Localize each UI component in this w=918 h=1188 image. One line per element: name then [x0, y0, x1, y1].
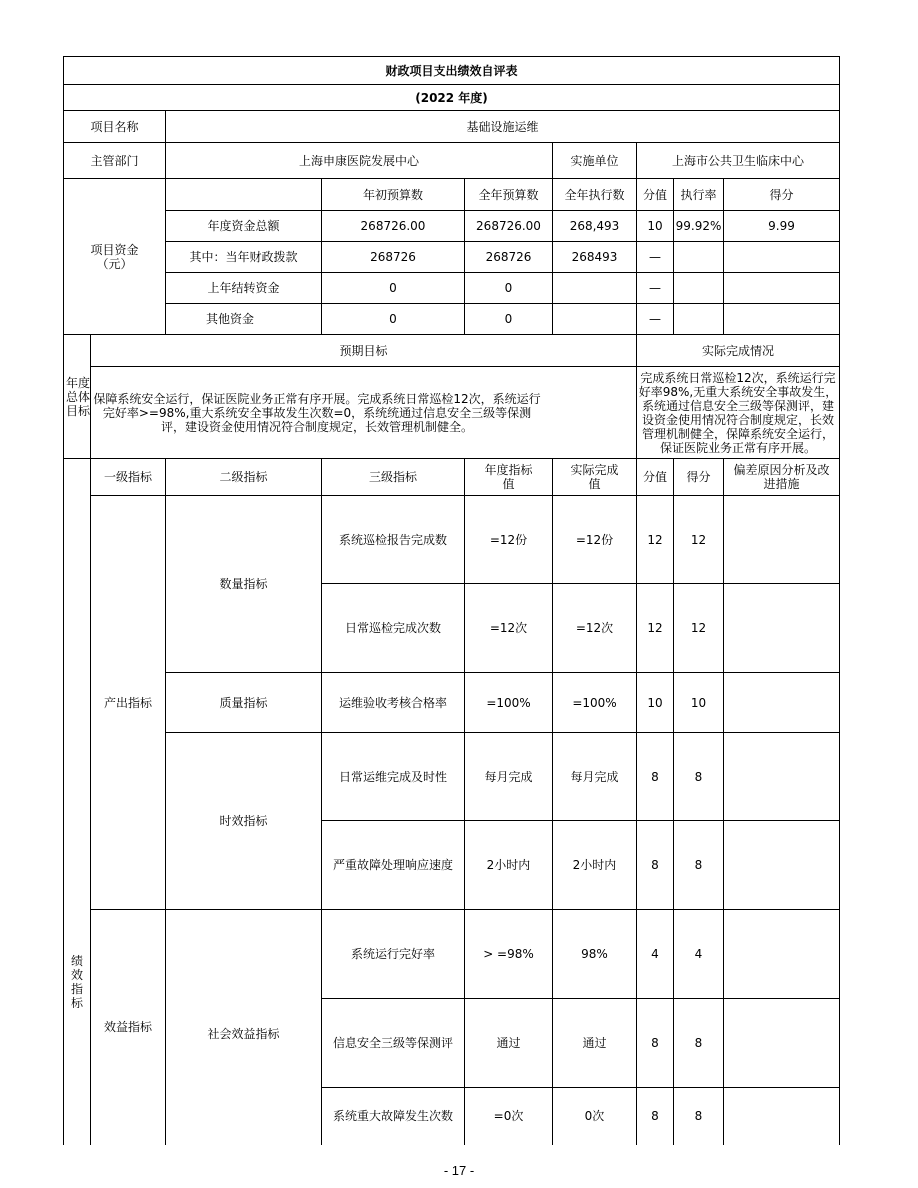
level2-timeliness: 时效指标	[166, 733, 322, 910]
funds-row-got	[724, 304, 840, 335]
ind-target: > =98%	[465, 910, 553, 999]
ind-header-target-text: 年度指标值	[484, 463, 533, 491]
performance-self-evaluation-table	[63, 56, 840, 1145]
dept-value: 上海申康医院发展中心	[166, 143, 553, 179]
ind-header-actual	[553, 459, 637, 496]
funds-header-empty	[166, 179, 322, 211]
funds-row-v1: 0	[322, 304, 465, 335]
ind-header-score: 分值	[637, 459, 674, 496]
ind-target: 通过	[465, 999, 553, 1088]
ind-header-target	[465, 459, 553, 496]
funds-header-got: 得分	[724, 179, 840, 211]
funds-row-score: —	[637, 273, 674, 304]
funds-row-rate: 99.92%	[674, 211, 724, 242]
ind-header-l3: 三级指标	[322, 459, 465, 496]
funds-header-score: 分值	[637, 179, 674, 211]
ind-score: 8	[637, 733, 674, 821]
performance-indicator-label	[64, 459, 91, 1145]
ind-l3: 信息安全三级等保测评	[322, 999, 465, 1088]
funds-label	[64, 179, 166, 335]
funds-row-name: 其他资金	[166, 304, 322, 335]
funds-row-v1: 0	[322, 273, 465, 304]
ind-actual: 0次	[553, 1088, 637, 1145]
ind-target: =12次	[465, 584, 553, 673]
funds-row-got: 9.99	[724, 211, 840, 242]
ind-score: 12	[637, 496, 674, 584]
funds-row-name: 年度资金总额	[166, 211, 322, 242]
ind-got: 8	[674, 821, 724, 910]
funds-row-v2: 0	[465, 304, 553, 335]
ind-got: 10	[674, 673, 724, 733]
expected-goal-header: 预期目标	[91, 335, 637, 367]
ind-l3: 系统巡检报告完成数	[322, 496, 465, 584]
funds-row-v3: 268,493	[553, 211, 637, 242]
ind-got: 12	[674, 584, 724, 673]
ind-l3: 系统运行完好率	[322, 910, 465, 999]
ind-note	[724, 910, 840, 999]
funds-row-score: —	[637, 242, 674, 273]
ind-actual: 通过	[553, 999, 637, 1088]
level2-social-benefit: 社会效益指标	[166, 910, 322, 1145]
level1-output: 产出指标	[91, 496, 166, 910]
ind-score: 10	[637, 673, 674, 733]
ind-got: 8	[674, 999, 724, 1088]
funds-row-rate	[674, 273, 724, 304]
funds-row-score: 10	[637, 211, 674, 242]
ind-note	[724, 733, 840, 821]
ind-header-l2: 二级指标	[166, 459, 322, 496]
funds-header-annual: 全年预算数	[465, 179, 553, 211]
expected-goal-text-body: 保障系统安全运行，保证医院业务正常有序开展。完成系统日常巡检12次，系统运行完好率>=98%,重大系统安全事故发生次数=0，系统统通过信息安全三级等保测评，建设资金使用情况符合制度规定，长效管理机制健全。	[93, 391, 541, 434]
page-number: - 17 -	[443, 1163, 475, 1178]
ind-note	[724, 999, 840, 1088]
ind-l3: 日常运维完成及时性	[322, 733, 465, 821]
ind-actual: 98%	[553, 910, 637, 999]
ind-actual: 每月完成	[553, 733, 637, 821]
impl-unit-value: 上海市公共卫生临床中心	[637, 143, 840, 179]
funds-row-v2: 268726.00	[465, 211, 553, 242]
ind-target: =0次	[465, 1088, 553, 1145]
ind-actual: 2小时内	[553, 821, 637, 910]
ind-actual: =12份	[553, 496, 637, 584]
funds-header-executed: 全年执行数	[553, 179, 637, 211]
ind-note	[724, 496, 840, 584]
ind-l3: 严重故障处理响应速度	[322, 821, 465, 910]
ind-note	[724, 821, 840, 910]
ind-got: 12	[674, 496, 724, 584]
expected-goal-text	[91, 367, 637, 459]
ind-got: 8	[674, 1088, 724, 1145]
funds-row-name: 上年结转资金	[166, 273, 322, 304]
ind-l3: 系统重大故障发生次数	[322, 1088, 465, 1145]
ind-target: =12份	[465, 496, 553, 584]
funds-row-v1: 268726.00	[322, 211, 465, 242]
table-title: 财政项目支出绩效自评表	[64, 57, 840, 85]
funds-row-v3	[553, 304, 637, 335]
actual-result-text: 完成系统日常巡检12次，系统运行完好率98%,无重大系统安全事故发生，系统通过信息安全三级等保测评，建设资金使用情况符合制度规定，长效管理机制健全，保障系统安全运行，保证医院业务正常有序开展。	[637, 367, 840, 459]
funds-row-v2: 0	[465, 273, 553, 304]
level2-quality: 质量指标	[166, 673, 322, 733]
annual-goal-label	[64, 335, 91, 459]
ind-target: =100%	[465, 673, 553, 733]
level1-benefit: 效益指标	[91, 910, 166, 1145]
ind-header-l1: 一级指标	[91, 459, 166, 496]
ind-got: 4	[674, 910, 724, 999]
ind-header-note	[724, 459, 840, 496]
project-name-value: 基础设施运维	[166, 111, 840, 143]
ind-got: 8	[674, 733, 724, 821]
ind-note	[724, 673, 840, 733]
ind-score: 12	[637, 584, 674, 673]
level2-quantity: 数量指标	[166, 496, 322, 673]
ind-header-note-text: 偏差原因分析及改进措施	[733, 463, 830, 491]
funds-header-initial: 年初预算数	[322, 179, 465, 211]
funds-header-rate: 执行率	[674, 179, 724, 211]
table-year: (2022 年度)	[64, 85, 840, 111]
ind-target: 每月完成	[465, 733, 553, 821]
funds-label-text: 项目资金（元）	[90, 242, 139, 271]
ind-note	[724, 1088, 840, 1145]
performance-indicator-label-text: 绩效指标	[70, 953, 83, 1010]
ind-l3: 运维验收考核合格率	[322, 673, 465, 733]
funds-row-v3: 268493	[553, 242, 637, 273]
ind-score: 8	[637, 821, 674, 910]
ind-actual: =12次	[553, 584, 637, 673]
ind-target: 2小时内	[465, 821, 553, 910]
funds-row-v3	[553, 273, 637, 304]
ind-header-actual-text: 实际完成值	[570, 463, 619, 491]
ind-note	[724, 584, 840, 673]
funds-row-v1: 268726	[322, 242, 465, 273]
funds-row-got	[724, 242, 840, 273]
ind-header-got: 得分	[674, 459, 724, 496]
funds-row-rate	[674, 242, 724, 273]
ind-l3: 日常巡检完成次数	[322, 584, 465, 673]
ind-score: 8	[637, 1088, 674, 1145]
ind-actual: =100%	[553, 673, 637, 733]
ind-score: 8	[637, 999, 674, 1088]
dept-label: 主管部门	[64, 143, 166, 179]
annual-goal-label-text: 年度总体目标	[65, 375, 90, 418]
funds-row-name: 其中：当年财政拨款	[166, 242, 322, 273]
funds-row-v2: 268726	[465, 242, 553, 273]
project-name-label: 项目名称	[64, 111, 166, 143]
impl-unit-label: 实施单位	[553, 143, 637, 179]
ind-score: 4	[637, 910, 674, 999]
funds-row-rate	[674, 304, 724, 335]
funds-row-got	[724, 273, 840, 304]
funds-row-score: —	[637, 304, 674, 335]
actual-result-header: 实际完成情况	[637, 335, 840, 367]
